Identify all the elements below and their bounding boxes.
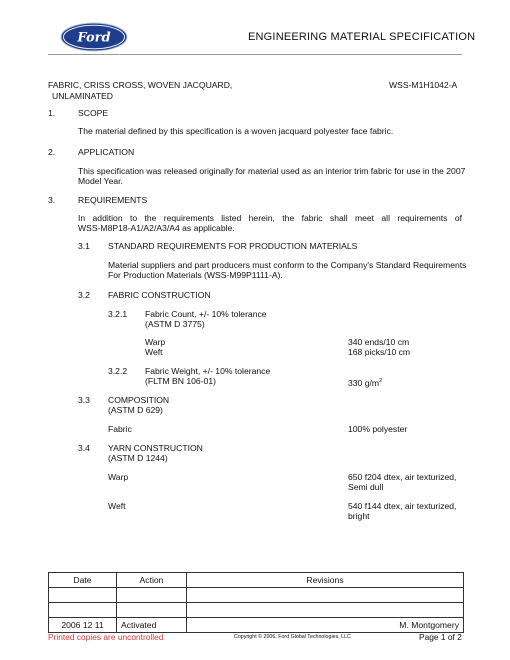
section-3-1-text-line1: Material suppliers and part producers must conform to the Company's Standard Requirements — [108, 260, 467, 270]
action-cell: Activated — [117, 618, 187, 633]
page-number: Page 1 of 2 — [419, 632, 462, 642]
spec-number: WSS-M1H1042-A — [389, 80, 458, 90]
copyright-notice: Copyright © 2006, Ford Global Technologies, LLC — [234, 634, 351, 640]
weft-yarn-value-line1: 540 f144 dtex, air texturized, — [348, 501, 457, 511]
uncontrolled-copy-notice: Printed copies are uncontrolled — [48, 632, 164, 642]
section-3-2-1-title: Fabric Count, +/- 10% tolerance — [145, 309, 267, 319]
fabric-weight-number: 330 g/m — [348, 377, 380, 388]
action-column-header: Action — [117, 573, 187, 588]
section-3-1-number: 3.1 — [78, 241, 90, 251]
date-column-header: Date — [49, 573, 117, 588]
revisions-table — [48, 572, 464, 633]
spec-header-title: ENGINEERING MATERIAL SPECIFICATION — [248, 31, 476, 43]
revision-cell: M. Montgomery — [187, 618, 464, 633]
revision-cell — [187, 603, 464, 618]
section-3-1-title: STANDARD REQUIREMENTS FOR PRODUCTION MATERIALS — [108, 241, 358, 251]
warp-yarn-value-line2: Semi dull — [348, 482, 384, 492]
table-row — [49, 618, 464, 633]
revisions-header-row — [49, 573, 464, 588]
ford-logo — [60, 22, 128, 52]
fabric-weight-value — [348, 376, 382, 388]
section-2-number: 2. — [48, 147, 56, 157]
warp-count-value: 340 ends/10 cm — [348, 337, 410, 347]
section-3-3-method: (ASTM D 629) — [108, 405, 163, 415]
action-cell — [117, 603, 187, 618]
warp-yarn-label: Warp — [108, 472, 129, 482]
section-3-2-2-title: Fabric Weight, +/- 10% tolerance — [145, 366, 271, 376]
weft-count-label: Weft — [145, 347, 163, 357]
section-3-2-1-method: (ASTM D 3775) — [145, 319, 205, 329]
section-1-text: The material defined by this specification is a woven jacquard polyester face fabric. — [78, 126, 394, 136]
weft-yarn-value-line2: bright — [348, 511, 370, 521]
fabric-weight-superscript: 2 — [379, 378, 383, 384]
section-3-4-title: YARN CONSTRUCTION — [108, 443, 203, 453]
section-2-text-line1: This specification was released originally for material used as an interior trim fabric for use in the 2007 — [78, 166, 466, 176]
ford-logo-text: Ford — [77, 30, 111, 46]
date-cell: 2006 12 11 — [49, 618, 117, 633]
section-3-title: REQUIREMENTS — [78, 195, 148, 205]
composition-label: Fabric — [108, 424, 132, 434]
action-cell — [117, 588, 187, 603]
table-row — [49, 603, 464, 618]
date-cell — [49, 588, 117, 603]
section-3-1-text-line2: For Production Materials (WSS-M99P1111-A). — [108, 270, 283, 280]
section-1-number: 1. — [48, 108, 56, 118]
section-3-3-title: COMPOSITION — [108, 395, 170, 405]
material-title-line2: UNLAMINATED — [52, 91, 113, 101]
section-3-text-line1: In addition to the requirements listed herein, the fabric shall meet all requirements of — [78, 213, 462, 223]
section-3-4-method: (ASTM D 1244) — [108, 453, 168, 463]
composition-value: 100% polyester — [348, 424, 408, 434]
section-3-2-1-number: 3.2.1 — [108, 309, 128, 319]
section-3-number: 3. — [48, 195, 56, 205]
warp-count-label: Warp — [145, 337, 166, 347]
section-3-2-2-method: (FLTM BN 106-01) — [145, 376, 216, 386]
weft-count-value: 168 picks/10 cm — [348, 347, 411, 357]
section-2-text-line2: Model Year. — [78, 176, 123, 186]
section-3-text-line2: WSS-M8P18-A1/A2/A3/A4 as applicable. — [78, 223, 235, 233]
section-3-2-number: 3.2 — [78, 290, 90, 300]
section-3-2-title: FABRIC CONSTRUCTION — [108, 290, 211, 300]
warp-yarn-value-line1: 650 f204 dtex, air texturized, — [348, 472, 457, 482]
section-3-4-number: 3.4 — [78, 443, 90, 453]
revision-cell — [187, 588, 464, 603]
header-divider — [48, 54, 462, 55]
date-cell — [49, 603, 117, 618]
section-1-title: SCOPE — [78, 108, 109, 118]
section-3-3-number: 3.3 — [78, 395, 90, 405]
table-row — [49, 588, 464, 603]
material-title-line1: FABRIC, CRISS CROSS, WOVEN JACQUARD, — [48, 80, 233, 90]
revisions-column-header: Revisions — [187, 573, 464, 588]
section-3-2-2-number: 3.2.2 — [108, 366, 128, 376]
weft-yarn-label: Weft — [108, 501, 126, 511]
section-2-title: APPLICATION — [78, 147, 135, 157]
